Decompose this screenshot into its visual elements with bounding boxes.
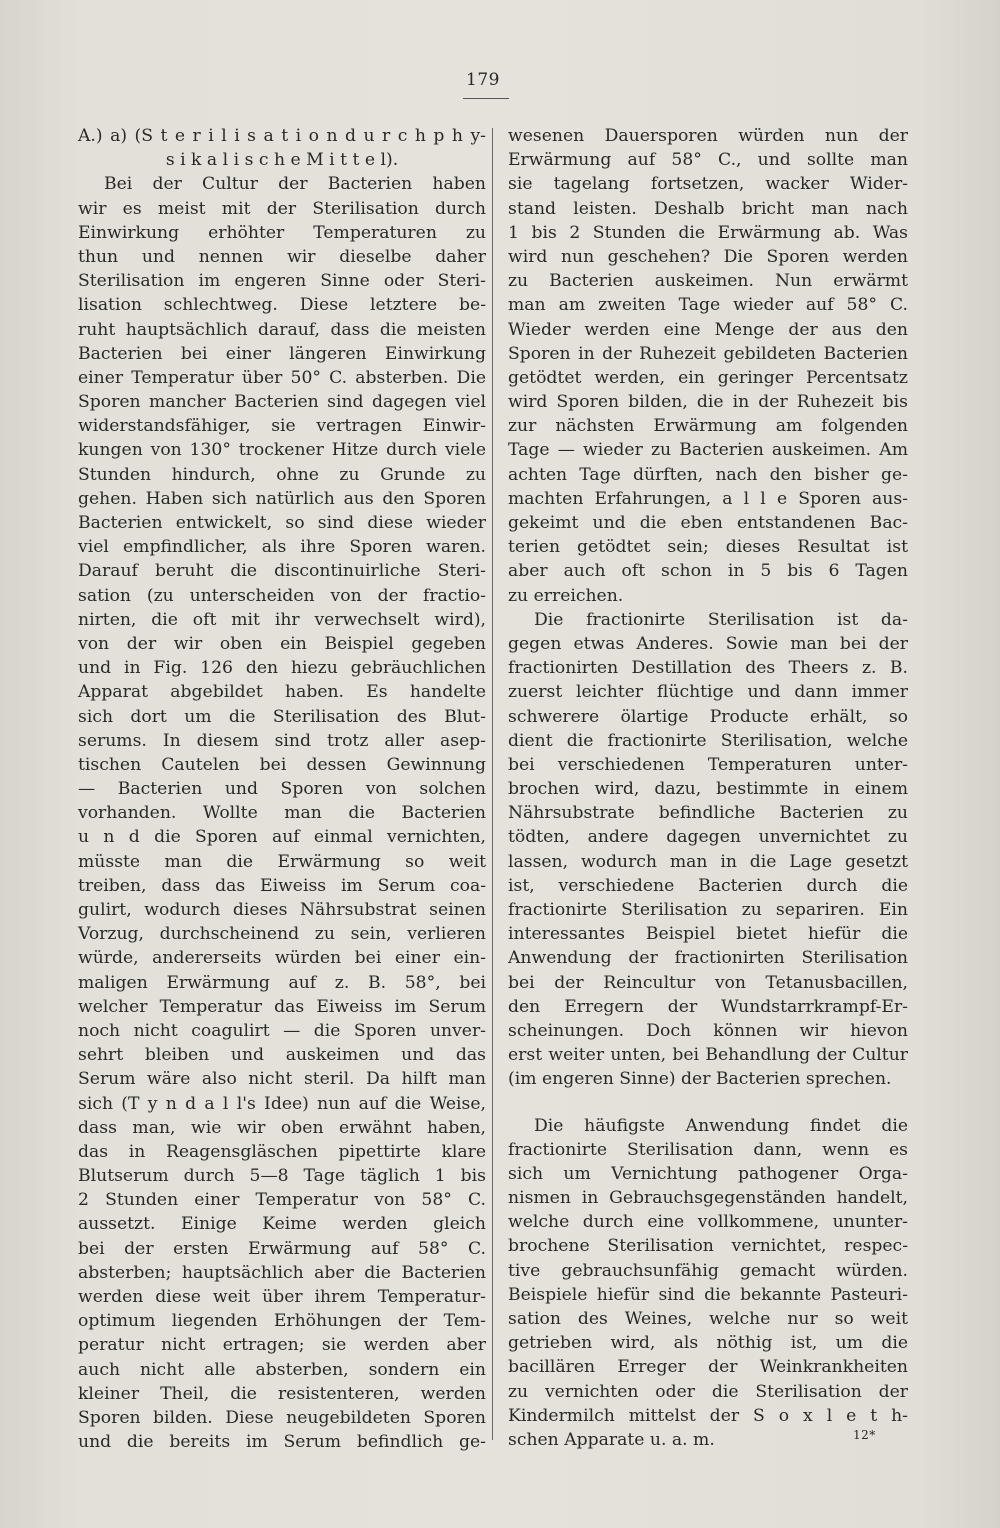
text-line: wird Sporen bilden, die in der Ruhezeit bis (508, 392, 908, 413)
text-line: fractionirte Sterilisation zu separiren. Ein (508, 900, 908, 920)
paragraph-gap (508, 1092, 908, 1114)
text-line: peratur nicht ertragen; sie werden aber (78, 1335, 486, 1356)
text-line: welche durch eine vollkommene, ununter- (508, 1212, 908, 1233)
text-line: ruht hauptsächlich darauf, dass die meisten (78, 319, 486, 340)
text-line: Vorzug, durchscheinend zu sein, verlieren (78, 924, 486, 945)
text-line: dass man, wie wir oben erwähnt haben, (78, 1117, 486, 1138)
text-line: würde, andererseits würden bei einer ein- (78, 948, 486, 969)
text-line: ist, verschiedene Bacterien durch die (508, 875, 908, 896)
text-line: das in Reagensgläschen pipettirte klare (78, 1141, 486, 1162)
text-line: widerstandsfähiger, sie vertragen Einwir- (78, 416, 486, 437)
text-line: brochen wird, dazu, bestimmte in einem (508, 779, 908, 800)
text-line: thun und nennen wir dieselbe daher (78, 246, 486, 267)
text-line: — Bacterien und Sporen von solchen (78, 779, 486, 800)
text-line: wesenen Dauersporen würden nun der (508, 126, 908, 146)
text-line: Darauf beruht die discontinuirliche Steri- (78, 561, 486, 582)
text-line: man am zweiten Tage wieder auf 58° C. (508, 295, 908, 316)
text-line: noch nicht coagulirt — die Sporen unver- (78, 1020, 486, 1041)
text-line: zur nächsten Erwärmung am folgenden (508, 416, 908, 437)
text-line: auch nicht alle absterben, sondern ein (78, 1359, 486, 1380)
text-line: Apparat abgebildet haben. Es handelte (78, 682, 486, 703)
text-line: tödten, andere dagegen unvernichtet zu (508, 827, 908, 848)
text-line: gekeimt und die eben entstandenen Bac- (508, 513, 908, 533)
text-line: Anwendung der fractionirten Sterilisation (508, 948, 908, 969)
text-line: (im engeren Sinne) der Bacterien sprechen. (508, 1069, 892, 1090)
text-line: sich um Vernichtung pathogener Orga- (508, 1163, 908, 1184)
text-line: fractionirten Destillation des Theers z. B. (508, 658, 908, 679)
column-divider (492, 128, 493, 1440)
text-line: lisation schlechtweg. Diese letztere be- (78, 295, 486, 316)
text-line: welcher Temperatur das Eiweiss im Serum (78, 996, 486, 1017)
text-line: viel empfindlicher, als ihre Sporen waren. (78, 537, 486, 558)
text-line: zuerst leichter flüchtige und dann immer (508, 682, 908, 703)
text-line: und die bereits im Serum befindlich ge- (78, 1432, 486, 1453)
text-line: gegen etwas Anderes. Sowie man bei der (508, 633, 908, 654)
text-line: nismen in Gebrauchsgegenständen handelt, (508, 1188, 908, 1209)
text-line: stand leisten. Deshalb bricht man nach (508, 198, 908, 219)
signature-mark: 12* (853, 1428, 876, 1442)
text-line: bei der Reincultur von Tetanusbacillen, (508, 972, 908, 993)
text-line: 1 bis 2 Stunden die Erwärmung ab. Was (508, 222, 908, 243)
text-line: interessantes Beispiel bietet hiefür die (508, 924, 908, 945)
text-line: Stunden hindurch, ohne zu Grunde zu (78, 464, 486, 485)
text-line: achten Tage dürften, nach den bisher ge- (508, 464, 908, 485)
text-line: bei verschiedenen Temperaturen unter- (508, 754, 908, 775)
text-line: scheinungen. Doch können wir hievon (508, 1020, 908, 1041)
paragraph-dauersporen (508, 124, 908, 608)
text-line: A.) a) (S t e r i l i s a t i o n d u r c h p h y- (78, 126, 486, 146)
text-line: Wieder werden eine Menge der aus den (508, 319, 908, 340)
text-line: kleiner Theil, die resistenteren, werden (78, 1383, 486, 1404)
text-line: Sporen mancher Bacterien sind dagegen viel (78, 392, 486, 413)
text-line: Sporen bilden. Diese neugebildeten Sporen (78, 1407, 486, 1428)
text-line: absterben; hauptsächlich aber die Bacterien (78, 1262, 486, 1283)
text-line: schwerere ölartige Producte erhält, so (508, 706, 908, 727)
text-line: Bacterien entwickelt, so sind diese wieder (78, 513, 486, 533)
text-line: tive gebrauchsunfähig gemacht würden. (508, 1260, 908, 1281)
text-line: Die fractionirte Sterilisation ist da- (534, 609, 908, 630)
text-line: den Erregern der Wundstarrkrampf-Er- (508, 996, 908, 1017)
text-line: sich dort um die Sterilisation des Blut- (78, 706, 486, 727)
text-line: Blutserum durch 5—8 Tage täglich 1 bis (78, 1166, 486, 1187)
text-line: tischen Cautelen bei dessen Gewinnung (78, 754, 486, 775)
text-line: aussetzt. Einige Keime werden gleich (78, 1214, 486, 1235)
text-line: Kindermilch mittelst der S o x l e t h- (508, 1405, 908, 1426)
text-line: bei der ersten Erwärmung auf 58° C. (78, 1238, 486, 1259)
text-line: getödtet werden, ein geringer Percentsatz (508, 367, 908, 388)
paragraph-fractionirte-sterilisation (508, 608, 908, 1092)
text-line: Sterilisation im engeren Sinne oder Steri- (78, 271, 486, 292)
text-line: Bei der Cultur der Bacterien haben (104, 174, 486, 195)
text-line: zu Bacterien auskeimen. Nun erwärmt (508, 271, 908, 292)
text-line: müsste man die Erwärmung so weit (78, 851, 486, 872)
text-line: machten Erfahrungen, a l l e Sporen aus- (508, 488, 908, 509)
text-line: zu erreichen. (508, 585, 624, 606)
text-line: einer Temperatur über 50° C. absterben. Die (78, 367, 486, 388)
text-line: von der wir oben ein Beispiel gegeben (78, 633, 486, 654)
text-line: Serum wäre also nicht steril. Da hilft man (78, 1069, 486, 1090)
text-line: optimum liegenden Erhöhungen der Tem- (78, 1311, 486, 1332)
text-line: terien getödtet sein; dieses Resultat ist (508, 537, 908, 558)
text-line: nirten, die oft mit ihr verwechselt wird), (78, 609, 486, 630)
text-line: sie tagelang fortsetzen, wacker Wider- (508, 174, 908, 195)
text-line: sehrt bleiben und auskeimen und das (78, 1045, 486, 1066)
text-line: Die häufigste Anwendung findet die (534, 1115, 908, 1136)
text-line: gehen. Haben sich natürlich aus den Sporen (78, 488, 486, 509)
text-line: Tage — wieder zu Bacterien auskeimen. Am (508, 440, 908, 461)
text-line: s i k a l i s c h e M i t t e l). (165, 150, 399, 171)
text-line: aber auch oft schon in 5 bis 6 Tagen (508, 561, 908, 582)
text-line: schen Apparate u. a. m. (508, 1429, 715, 1450)
text-line: u n d die Sporen auf einmal vernichten, (78, 827, 486, 848)
text-line: und in Fig. 126 den hiezu gebräuchlichen (78, 658, 486, 679)
paragraph-haeufigste-anwendung (508, 1114, 908, 1453)
text-line: brochene Sterilisation vernichtet, respec- (508, 1236, 908, 1257)
text-line: Einwirkung erhöhter Temperaturen zu (78, 222, 486, 243)
text-line: zu vernichten oder die Sterilisation der (508, 1381, 908, 1402)
text-line: serums. In diesem sind trotz aller asep- (78, 730, 486, 751)
text-line: maligen Erwärmung auf z. B. 58°, bei (78, 972, 486, 993)
page-number-rule (463, 98, 509, 99)
right-column (508, 124, 908, 1452)
text-line: lassen, wodurch man in die Lage gesetzt (508, 851, 908, 872)
text-line: Erwärmung auf 58° C., und sollte man (508, 150, 908, 171)
text-line: vorhanden. Wollte man die Bacterien (78, 803, 486, 824)
text-line: Sporen in der Ruhezeit gebildeten Bacterien (508, 343, 908, 364)
text-line: getrieben wird, als nöthig ist, um die (508, 1333, 908, 1354)
left-column (78, 124, 486, 1454)
text-line: dient die fractionirte Sterilisation, welche (508, 730, 908, 751)
text-line: werden diese weit über ihrem Temperatur- (78, 1287, 486, 1307)
text-line: kungen von 130° trockener Hitze durch viele (78, 440, 486, 461)
text-line: sich (T y n d a l l's Idee) nun auf die Weise, (78, 1093, 486, 1114)
text-line: wird nun geschehen? Die Sporen werden (508, 246, 908, 267)
page-number: 179 (466, 70, 500, 90)
text-line: fractionirte Sterilisation dann, wenn es (508, 1139, 908, 1160)
text-line: gulirt, wodurch dieses Nährsubstrat seinen (78, 900, 486, 920)
text-line: sation (zu unterscheiden von der fractio- (78, 585, 486, 606)
text-line: 2 Stunden einer Temperatur von 58° C. (78, 1190, 486, 1211)
text-line: Beispiele hiefür sind die bekannte Pasteuri- (508, 1284, 908, 1305)
text-line: wir es meist mit der Sterilisation durch (78, 198, 486, 219)
text-line: sation des Weines, welche nur so weit (508, 1309, 908, 1329)
text-line: Nährsubstrate befindliche Bacterien zu (508, 803, 908, 824)
text-line: bacillären Erreger der Weinkrankheiten (508, 1357, 908, 1378)
text-line: treiben, dass das Eiweiss im Serum coa- (78, 875, 486, 896)
text-line: erst weiter unten, bei Behandlung der Cultur (508, 1045, 908, 1066)
text-line: Bacterien bei einer längeren Einwirkung (78, 343, 486, 364)
